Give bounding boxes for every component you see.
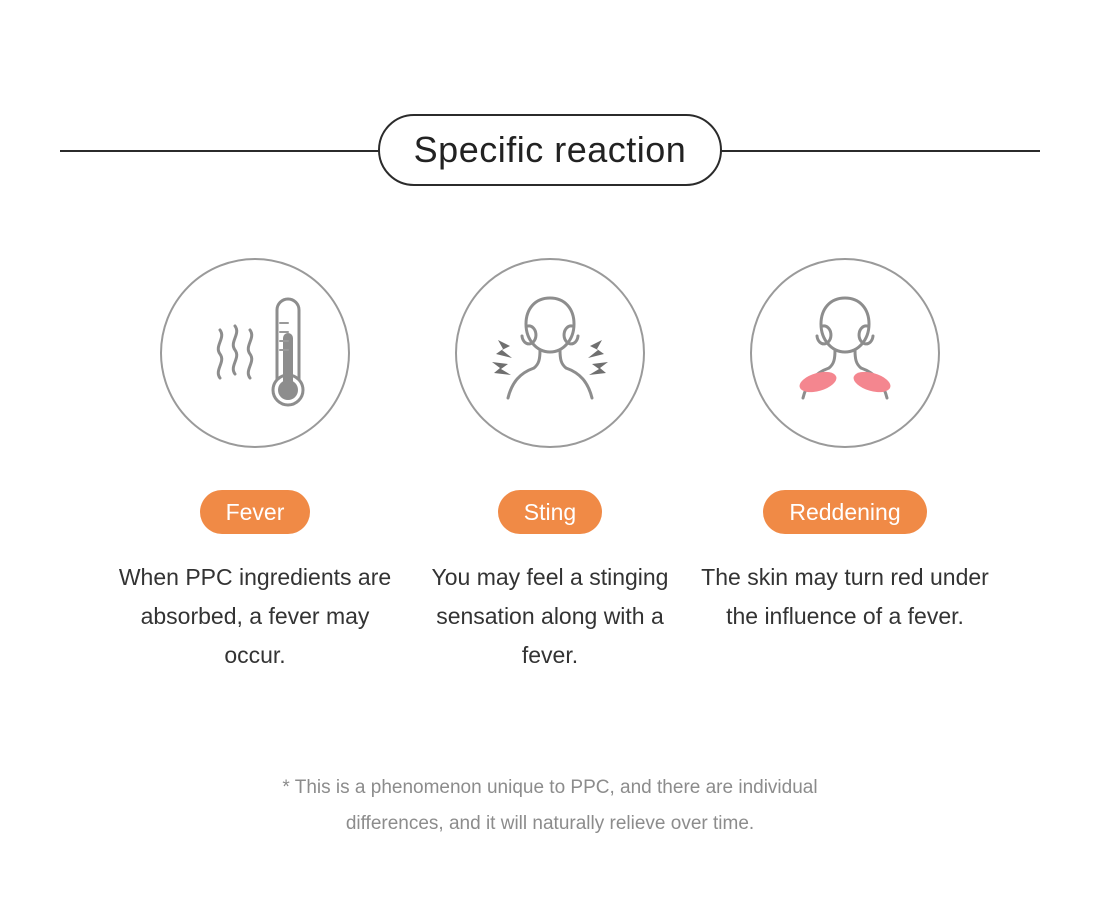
badge-sting: Sting — [498, 490, 602, 534]
reaction-card-fever — [118, 258, 392, 675]
badge-fever: Fever — [200, 490, 311, 534]
page-title: Specific reaction — [413, 129, 687, 170]
reaction-card-list — [118, 258, 989, 675]
reaction-card-sting — [425, 258, 675, 675]
footnote-line-2: differences, and it will naturally relieve over time. — [345, 813, 755, 834]
footnote-line-1: * This is a phenomenon unique to PPC, and there are individual — [282, 777, 818, 798]
description-reddening: The skin may turn red under the influence of a fever. — [701, 564, 989, 629]
header-pill — [378, 114, 723, 186]
description-sting: You may feel a stinging sensation along with a fever. — [431, 564, 669, 668]
header — [0, 112, 1100, 188]
footnote — [0, 770, 1100, 842]
person-red-shoulders-icon — [750, 258, 940, 448]
thermometer-heat-icon — [160, 258, 350, 448]
person-stinging-shoulders-icon — [455, 258, 645, 448]
description-fever: When PPC ingredients are absorbed, a fever may occur. — [118, 564, 392, 668]
reaction-card-reddening — [701, 258, 989, 675]
badge-reddening: Reddening — [763, 490, 926, 534]
